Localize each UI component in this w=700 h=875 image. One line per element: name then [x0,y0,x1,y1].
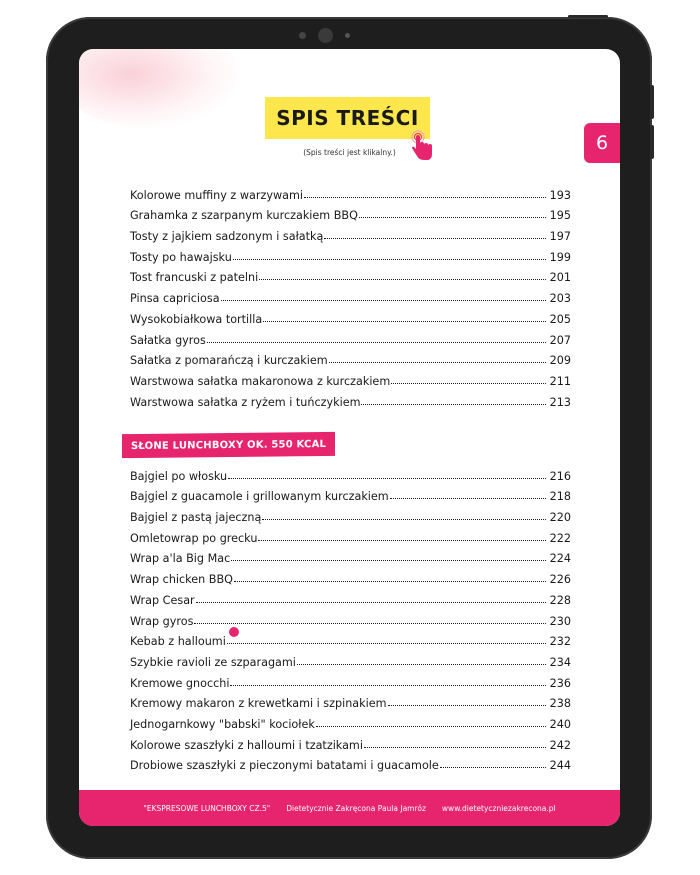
toc-entry-page[interactable]: 236 [549,676,571,690]
toc-entry-page[interactable]: 238 [549,697,571,711]
toc-entry-page[interactable]: 230 [549,614,571,628]
toc-leader-dots [359,217,546,218]
toc-entry-title[interactable]: Warstwowa sałatka z ryżem i tuńczykiem [130,395,361,409]
toc-entry-page[interactable]: 222 [549,531,571,545]
toc-entry-page[interactable]: 234 [549,655,571,669]
toc-entry-page[interactable]: 205 [549,312,571,326]
sensor-dot [299,32,306,39]
toc-entry[interactable] [130,264,571,285]
toc-leader-dots [304,197,546,198]
toc-leader-dots [196,602,546,603]
toc-entry-page[interactable]: 213 [549,395,571,409]
toc-leader-dots [221,300,546,301]
toc-list-section2 [130,462,571,772]
toc-entry-title[interactable]: Warstwowa sałatka makaronowa z kurczakiem [130,374,391,388]
toc-leader-dots [364,747,546,748]
title-highlight [265,97,430,139]
volume-up-button[interactable] [650,85,654,119]
toc-entry[interactable] [130,607,571,628]
toc-entry[interactable] [130,565,571,586]
toc-entry[interactable] [130,462,571,483]
toc-leader-dots [231,560,546,561]
toc-entry-title[interactable]: Wysokobiałkowa tortilla [130,312,263,326]
toc-entry[interactable] [130,690,571,711]
toc-entry[interactable] [130,326,571,347]
toc-entry-title[interactable]: Szybkie ravioli ze szparagami [130,655,296,669]
toc-entry-title[interactable]: Wrap a'la Big Mac [130,552,231,566]
toc-entry-page[interactable]: 209 [549,354,571,368]
toc-entry-title[interactable]: Drobiowe szaszłyki z pieczonymi batatami i guacamole [130,759,439,773]
toc-entry-page[interactable]: 228 [549,593,571,607]
toc-leader-dots [297,664,546,665]
camera-icon [318,28,333,43]
section-heading: SŁONE LUNCHBOXY OK. 550 KCAL [122,432,335,458]
page-title: SPIS TREŚCI [276,106,419,130]
toc-leader-dots [388,705,546,706]
toc-entry-title[interactable]: Grahamka z szarpanym kurczakiem BBQ [130,209,358,223]
toc-entry[interactable] [130,181,571,202]
toc-entry-page[interactable]: 197 [549,230,571,244]
toc-entry-page[interactable]: 226 [549,573,571,587]
toc-entry-page[interactable]: 220 [549,511,571,525]
toc-leader-dots [194,623,546,624]
volume-down-button[interactable] [650,125,654,159]
toc-entry-title[interactable]: Sałatka z pomarańczą i kurczakiem [130,354,328,368]
toc-leader-dots [390,498,546,499]
toc-entry-page[interactable]: 193 [549,188,571,202]
toc-entry-title[interactable]: Pinsa capriciosa [130,292,220,306]
toc-leader-dots [207,342,546,343]
toc-entry[interactable] [130,284,571,305]
toc-entry[interactable] [130,545,571,566]
toc-entry[interactable] [130,222,571,243]
toc-entry-title[interactable]: Wrap chicken BBQ [130,573,233,587]
toc-entry-title[interactable]: Kebab z halloumi [130,635,226,649]
toc-entry[interactable] [130,202,571,223]
toc-entry-page[interactable]: 195 [549,209,571,223]
watercolor-decoration [79,49,239,129]
toc-entry-title[interactable]: Tosty po hawajsku [130,250,232,264]
toc-entry[interactable] [130,305,571,326]
toc-entry[interactable] [130,524,571,545]
toc-entry-title[interactable]: Sałatka gyros [130,333,206,347]
toc-entry[interactable] [130,367,571,388]
toc-entry-title[interactable]: Jednogarnkowy "babski" kociołek [130,717,315,731]
toc-leader-dots [329,362,546,363]
toc-entry-page[interactable]: 211 [549,374,571,388]
toc-leader-dots [259,279,546,280]
toc-leader-dots [258,540,546,541]
toc-entry[interactable] [130,710,571,731]
document-page [79,49,620,826]
toc-leader-dots [316,726,546,727]
toc-entry-page[interactable]: 216 [549,469,571,483]
toc-entry[interactable] [130,503,571,524]
toc-entry-page[interactable]: 224 [549,552,571,566]
pointer-hand-icon [409,129,435,163]
toc-entry[interactable] [130,586,571,607]
toc-entry-page[interactable]: 242 [549,738,571,752]
toc-entry-page[interactable]: 244 [549,759,571,773]
toc-entry-title[interactable]: Wrap gyros [130,614,194,628]
toc-leader-dots [440,767,546,768]
footer-website[interactable]: www.dietetyczniezakrecona.pl [441,803,556,813]
toc-entry-page[interactable]: 240 [549,717,571,731]
toc-leader-dots [324,238,546,239]
toc-entry-page[interactable]: 203 [549,292,571,306]
toc-entry[interactable] [130,731,571,752]
toc-leader-dots [233,259,546,260]
page-subtitle: (Spis treści jest klikalny.) [303,148,396,157]
light-sensor-dot [345,33,350,38]
toc-entry[interactable] [130,347,571,368]
toc-entry-title[interactable]: Bajgiel z pastą jajeczną [130,511,262,525]
toc-entry-title[interactable]: Bajgiel po włosku [130,469,228,483]
toc-entry-page[interactable]: 201 [549,271,571,285]
toc-entry-page[interactable]: 218 [549,490,571,504]
toc-entry-page[interactable]: 207 [549,333,571,347]
toc-entry-title[interactable]: Kolorowe szaszłyki z halloumi i tzatzikami [130,738,363,752]
toc-entry-title[interactable]: Kremowy makaron z krewetkami i szpinakiem [130,697,387,711]
toc-leader-dots [391,383,546,384]
toc-entry-title[interactable]: Kremowe gnocchi [130,676,230,690]
toc-leader-dots [262,519,546,520]
toc-list-section1 [130,181,571,409]
toc-entry-title[interactable]: Tosty z jajkiem sadzonym i sałatką [130,230,324,244]
toc-leader-dots [228,478,546,479]
toc-entry-page[interactable]: 232 [549,635,571,649]
footer-author: Dietetycznie Zakręcona Paula Jamróz [286,803,426,813]
toc-leader-dots [234,581,546,582]
toc-entry[interactable] [130,243,571,264]
toc-entry-title[interactable]: Kolorowe muffiny z warzywami [130,188,303,202]
toc-entry[interactable] [130,388,571,409]
toc-entry[interactable] [130,752,571,773]
toc-leader-dots [361,404,546,405]
toc-leader-dots [263,321,546,322]
toc-entry[interactable] [130,648,571,669]
footer-bar [79,790,620,826]
cursor-dot [229,627,239,637]
toc-entry-title[interactable]: Wrap Cesar [130,593,195,607]
toc-leader-dots [227,643,546,644]
toc-entry-page[interactable]: 199 [549,250,571,264]
toc-entry[interactable] [130,628,571,649]
toc-entry[interactable] [130,669,571,690]
toc-entry-title[interactable]: Bajgiel z guacamole i grillowanym kurczakiem [130,490,389,504]
footer-book-title: "EKSPRESOWE LUNCHBOXY CZ.5" [143,803,271,813]
toc-entry-title[interactable]: Tost francuski z patelni [130,271,259,285]
toc-leader-dots [230,685,546,686]
toc-entry-title[interactable]: Omletowrap po grecku [130,531,258,545]
top-button[interactable] [568,15,608,18]
toc-entry[interactable] [130,483,571,504]
page-number-badge: 6 [584,123,620,163]
